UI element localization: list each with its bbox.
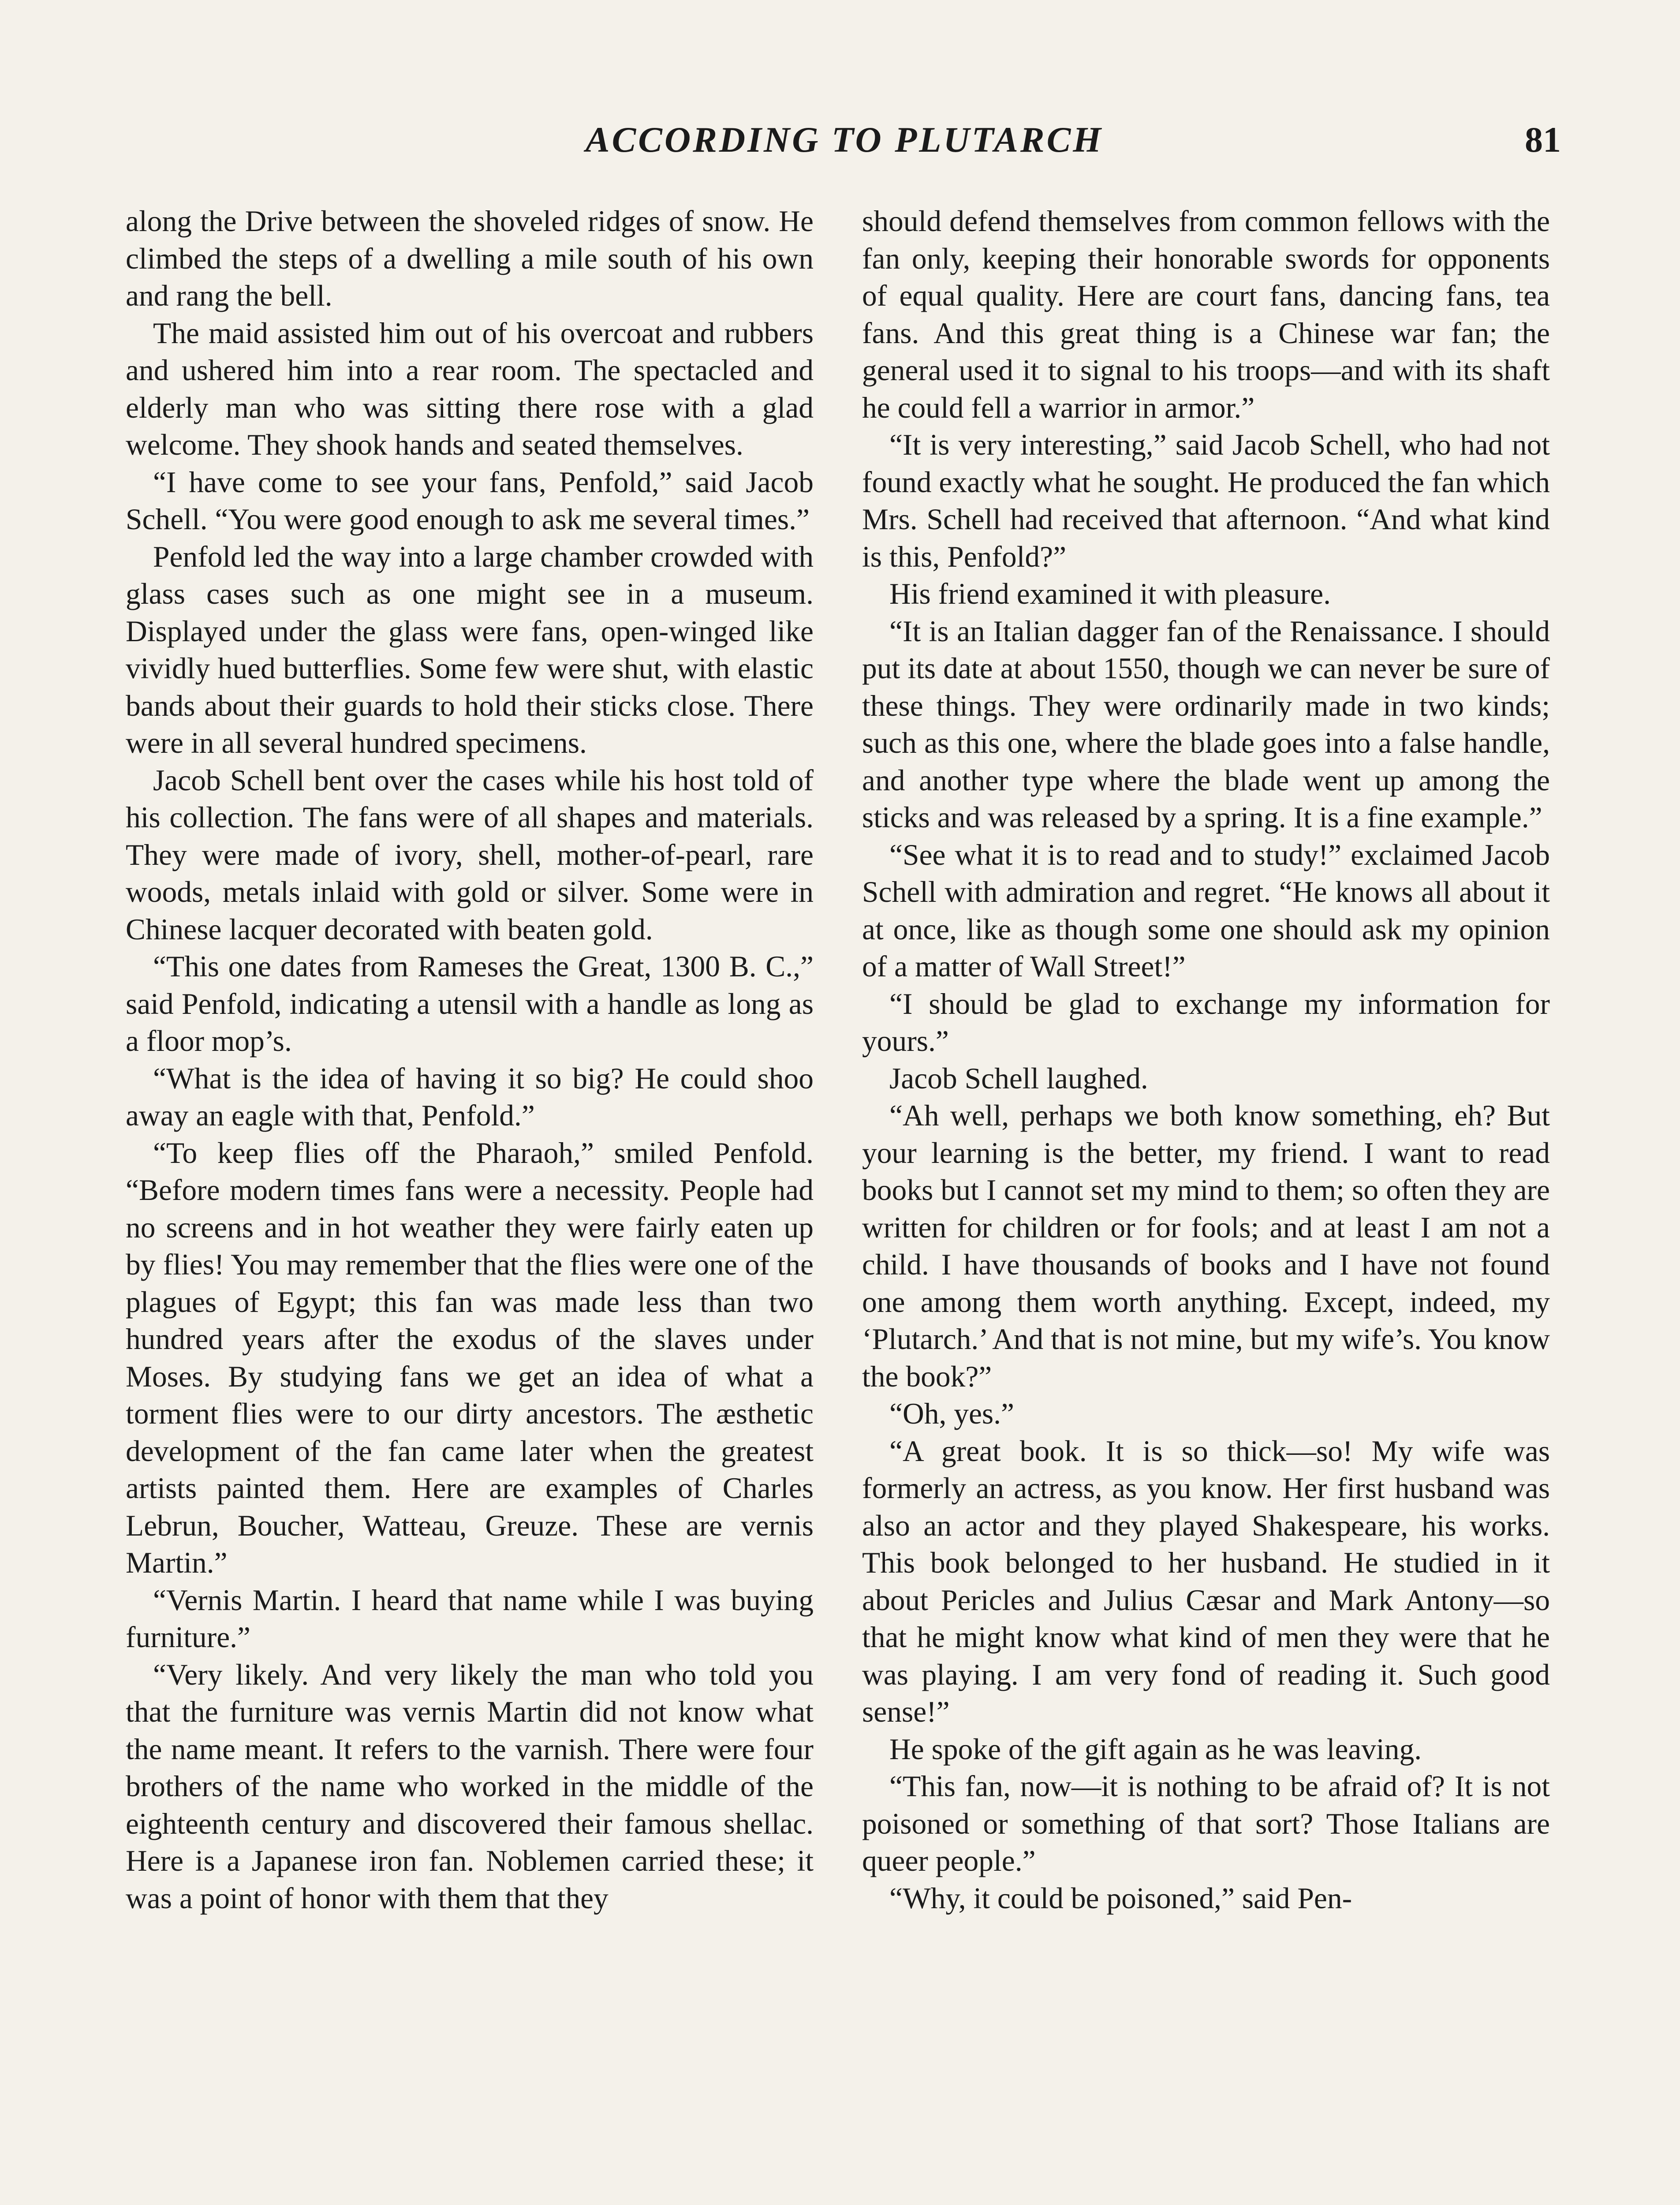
paragraph: He spoke of the gift again as he was leaving.: [889, 1732, 1422, 1766]
paragraph: should defend themselves from common fellows with the fan only, keeping their honorable swords for opponents of equal quality. Here are court fans, dancing fans, tea fans. And this great thing is a Chinese war fan; the general used it to signal to his troops—and with its shaft he could fell a warrior in armor.”: [862, 205, 1550, 424]
paragraph: “What is the idea of having it so big? He could shoo away an eagle with that, Penfold.”: [126, 1061, 814, 1132]
right-column: [862, 203, 1550, 1917]
paragraph: “Ah well, perhaps we both know something, eh? But your learning is the better, my friend. I want to read books but I cannot set my mind to them; so often they are written for children or for fools; and at least I am not a child. I have thousands of books and I have not found one among them worth anything. Except, indeed, my ‘Plutarch.’ And that is not mine, but my wife’s. You know the book?”: [862, 1099, 1550, 1393]
paragraph: His friend examined it with pleasure.: [889, 577, 1331, 610]
paragraph: “Oh, yes.”: [889, 1397, 1015, 1430]
paragraph: “See what it is to read and to study!” exclaimed Jacob Schell with admiration and regret. “He knows all about it at once, like as though some one should ask my opinion of a matter of Wall Street!”: [862, 838, 1550, 983]
paragraph: Penfold led the way into a large chamber crowded with glass cases such as one might see in a museum. Displayed under the glass were fans, open-winged like vividly hued butterflies. Some few were shut, with elastic bands about their guards to hold their sticks close. There were in all several hundred specimens.: [126, 540, 814, 759]
page-header: [128, 119, 1561, 172]
paragraph: “It is very interesting,” said Jacob Schell, who had not found exactly what he sought. He produced the fan which Mrs. Schell had received that afternoon. “And what kind is this, Penfold?”: [862, 428, 1550, 573]
paragraph: “I have come to see your fans, Penfold,” said Jacob Schell. “You were good enough to ask me several times.”: [126, 465, 814, 536]
running-title: ACCORDING TO PLUTARCH: [585, 120, 1104, 160]
paragraph: “This fan, now—it is nothing to be afraid of? It is not poisoned or something of that sort? Those Italians are queer people.”: [862, 1770, 1550, 1877]
paragraph: “Very likely. And very likely the man who told you that the furniture was vernis Martin did not know what the name meant. It refers to the varnish. There were four brothers of the name who worked in the middle of the eighteenth century and discovered their famous shellac. Here is a Japanese iron fan. Noblemen carried these; it was a point of honor with them that they: [126, 1658, 814, 1915]
paragraph: Jacob Schell bent over the cases while his host told of his collection. The fans were of all shapes and materials. They were made of ivory, shell, mother-of-pearl, rare woods, metals inlaid with gold or silver. Some were in Chinese lacquer decorated with beaten gold.: [126, 763, 814, 946]
paragraph: “Vernis Martin. I heard that name while I was buying furniture.”: [126, 1583, 814, 1654]
paragraph: Jacob Schell laughed.: [889, 1061, 1148, 1095]
paragraph: “A great book. It is so thick—so! My wife was formerly an actress, as you know. Her first husband was also an actor and they played Shakespeare, his works. This book belonged to her husband. He studied in it about Pericles and Julius Cæsar and Mark Antony—so that he might know what kind of men they were that he was playing. I am very fond of reading it. Such good sense!”: [862, 1434, 1550, 1728]
page-number: 81: [1525, 120, 1561, 160]
paragraph: “To keep flies off the Pharaoh,” smiled Penfold. “Before modern times fans were a necessity. People had no screens and in hot weather they were fairly eaten up by flies! You may remember that the flies were one of the plagues of Egypt; this fan was made less than two hundred years after the exodus of the slaves under Moses. By studying fans we get an idea of what a torment flies were to our dirty ancestors. The æsthetic development of the fan came later when the greatest artists painted them. Here are examples of Charles Lebrun, Boucher, Watteau, Greuze. These are vernis Martin.”: [126, 1136, 814, 1579]
paragraph: along the Drive between the shoveled ridges of snow. He climbed the steps of a dwelling a mile south of his own and rang the bell.: [126, 205, 814, 312]
left-column: [126, 203, 814, 1917]
paragraph: “Why, it could be poisoned,” said Pen-: [889, 1881, 1352, 1915]
paragraph: “It is an Italian dagger fan of the Renaissance. I should put its date at about 1550, though we can never be sure of these things. They were ordinarily made in two kinds; such as this one, where the blade goes into a false handle, and another type where the blade went up among the sticks and was released by a spring. It is a fine example.”: [862, 614, 1550, 834]
paragraph: “This one dates from Rameses the Great, 1300 B. C.,” said Penfold, indicating a utensil with a handle as long as a floor mop’s.: [126, 950, 814, 1058]
paragraph: “I should be glad to exchange my information for yours.”: [862, 987, 1550, 1058]
paragraph: The maid assisted him out of his overcoat and rubbers and ushered him into a rear room. The spectacled and elderly man who was sitting there rose with a glad welcome. They shook hands and seated themselves.: [126, 316, 814, 461]
